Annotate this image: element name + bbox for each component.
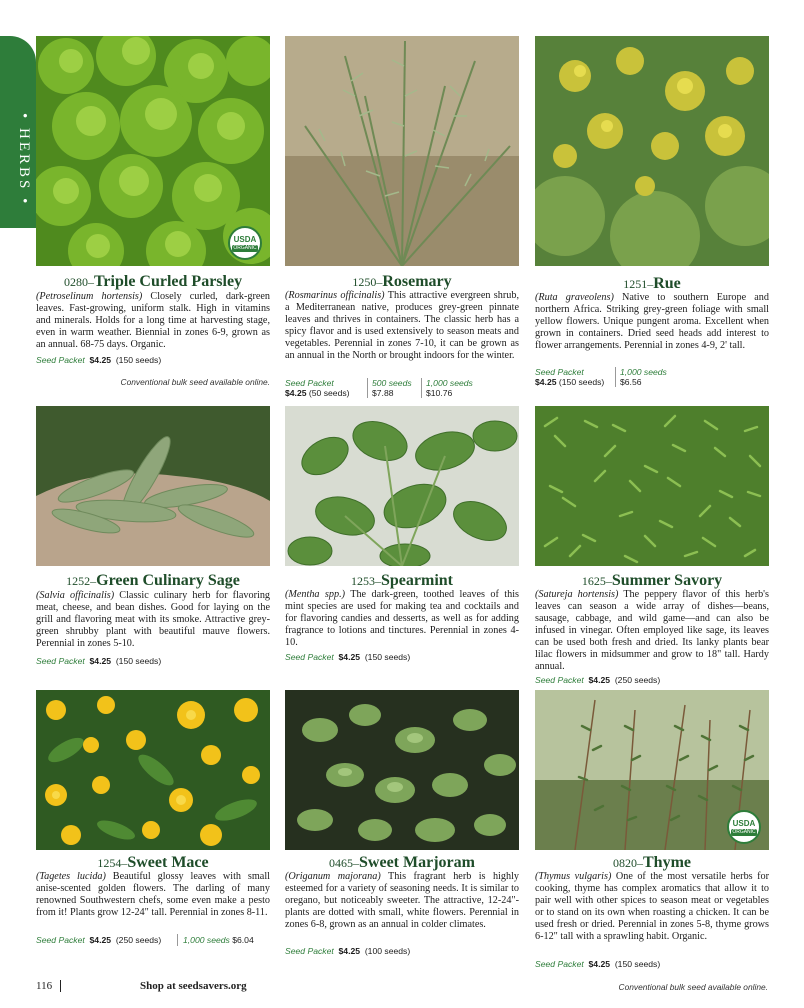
footer-divider [60,980,61,992]
price-tier-1000: 1,000 seeds $10.76 [426,378,473,398]
price-tier-1000: 1,000 seeds $6.56 [620,367,667,387]
footer-bulk-note: Conventional bulk seed available online. [618,982,768,992]
product-title: 1251–Rue [623,275,681,292]
product-description: (Satureja hortensis) The peppery flavor of this herb's leaves can season a wide array of dishes—beans, sausage, cabbage, and wild game—and can also be infused in vinegar. Often employed like sage, its leaves can be used both fresh and dried. Its lanky plants bear lilac flowers in midsummer and grow to 18" tall. Hardy annual. [535,589,769,672]
packet-price: Seed Packet $4.25 (250 seeds) [36,935,162,945]
product-description: (Tagetes lucida) Beautiful glossy leaves with small anise-scented golden flowers. The darling of many renowned Southwestern chefs, some even make a pesto from it! Plants grow 12-24" tall. Perennial in zones 8-11. [36,871,270,918]
price-divider [421,378,422,398]
product-title: 1250–Rosemary [352,273,452,290]
product-title: 0280–Triple Curled Parsley [63,273,243,290]
rosemary-photo [285,36,519,266]
product-title: 0820–Thyme [613,854,691,871]
product-card-sage [36,406,270,676]
price-tier-500: 500 seeds $7.88 [372,378,412,398]
product-title: 1252–Green Culinary Sage [66,572,240,589]
price-divider [367,378,368,398]
herbs-section-tab [0,36,36,228]
thyme-photo [535,690,769,850]
product-description: (Salvia officinalis) Classic culinary herb for flavoring meat, cheese, and bean dishes. Good for laying on the grill and flavoring meat with its smoke. Attractive grey-green shrubby plant with beautiful mauve flowers. Perennial in zones 5-10. [36,590,271,649]
product-title: 1253–Spearmint [351,572,453,589]
packet-price: Seed Packet $4.25 (100 seeds) [285,946,411,956]
price-tier-1000: 1,000 seeds $6.04 [183,935,254,945]
product-card-rue [535,36,769,396]
product-card-sweet-marjoram [285,690,519,960]
page-number: 116 [36,980,53,992]
product-title: 1625–Summer Savory [581,572,723,589]
bulk-note: Conventional bulk seed available online. [120,377,270,387]
packet-price: Seed Packet $4.25 (250 seeds) [535,675,661,685]
product-title: 0465–Sweet Marjoram [329,854,475,871]
product-card-sweet-mace [36,690,270,960]
product-card-spearmint [285,406,519,676]
product-description: (Mentha spp.) The dark-green, toothed leaves of this mint species are used for making tea and cocktails and for flavoring candies and desserts, as well as for adding fragrance to lotions and tinctures. Perennial in zones 4-10. [285,589,519,648]
packet-price: Seed Packet $4.25 (150 seeds) [36,656,162,666]
product-description: (Origanum majorana) This fragrant herb is highly esteemed for a variety of seasoning needs. It is similar to oregano, but noticeably sweeter. The attractive, 12-24"-plants are dotted with small, white flowers. Perennial in zones 6-8, grown as an annual in colder climates. [285,871,519,930]
packet-price: Seed Packet $4.25 (150 seeds) [535,959,661,969]
product-description: (Petroselinum hortensis) Closely curled, dark-green leaves. Fast-growing, uniform stalk. High in vitamins and minerals. Holds for a long time at harvesting stage, even in warm weather. Biennial in zones 6-9, grown as an annual. 68-75 days. Organic. [36,291,271,350]
usda-organic-badge: USDA ORGANIC [228,226,262,260]
shop-link[interactable]: Shop at seedsavers.org [140,980,247,992]
product-description: (Rosmarinus officinalis) This attractive evergreen shrub, a Mediterranean native, produces grey-green pinnate leaves and thrives in containers. The classic herb has a spicy flavor and is used extensively to season meats and vegetables. Perennial in zones 7-10, it can be grown as an annual in the North or brought indoors for the winter. [285,290,519,361]
product-card-parsley [36,36,270,386]
packet-price: Seed Packet $4.25 (50 seeds) [285,378,350,398]
packet-price: Seed Packet $4.25 (150 seeds) [36,355,162,365]
packet-price: Seed Packet $4.25 (150 seeds) [285,652,411,662]
rue-photo [535,36,769,266]
product-description: (Thymus vulgaris) One of the most versatile herbs for cooking, thyme has complex aromatics that allow it to pair well with other spices to season meat or vegetables or to stand on its own when roasting a chicken. It can be used fresh or dried. Perennial in zones 5-8, thyme grows 6-12" tall with a sprawling habit. Organic. [535,871,770,942]
sage-photo [36,406,270,566]
spearmint-photo [285,406,519,566]
product-card-rosemary [285,36,519,396]
product-card-summer-savory [535,406,769,686]
price-divider [615,367,616,387]
parsley-photo [36,36,270,266]
product-card-thyme [535,690,769,970]
product-description: (Ruta graveolens) Native to southern Europe and northern Africa. Striking grey-green foliage with small yellow flowers. Unique pungent aroma. Excellent when grown in containers. Dried seed heads add interest to flower arrangements. Perennial in zones 4-9, 2' tall. [535,292,769,351]
section-tab-label: • HERBS • [16,113,32,207]
packet-price: Seed Packet $4.25 (150 seeds) [535,367,605,387]
sweet-marjoram-photo [285,690,519,850]
summer-savory-photo [535,406,769,566]
price-divider [177,934,178,946]
product-title: 1254–Sweet Mace [97,854,209,871]
usda-organic-badge: USDA ORGANIC [727,810,761,844]
sweet-mace-photo [36,690,270,850]
